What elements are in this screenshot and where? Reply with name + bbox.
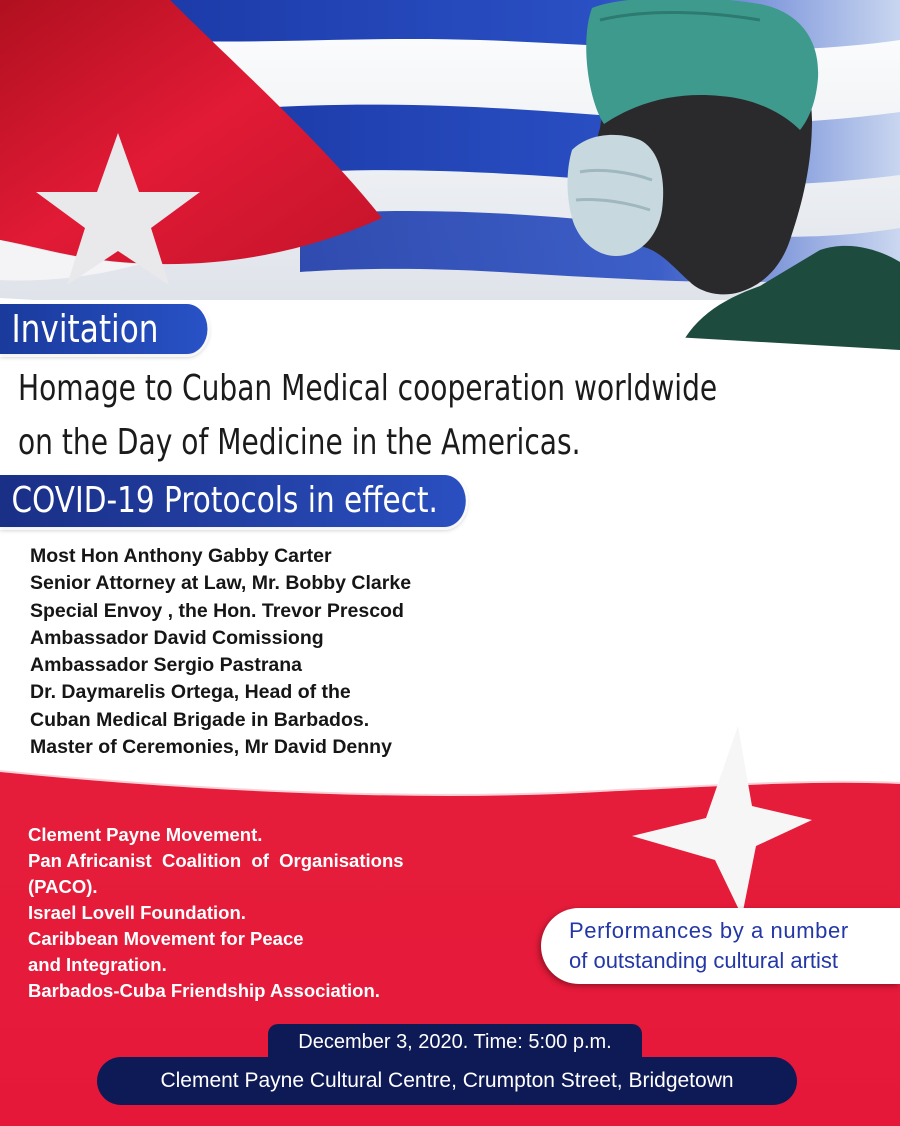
guest-list <box>30 543 411 761</box>
organization-item: Israel Lovell Foundation. <box>28 902 246 923</box>
invitation-text: Invitation <box>11 307 159 351</box>
guest-item: Senior Attorney at Law, Mr. Bobby Clarke <box>30 572 412 595</box>
covid-notice-text: COVID-19 Protocols in effect. <box>11 480 438 521</box>
guest-item: Master of Ceremonies, Mr David Denny <box>30 736 392 759</box>
guest-item: Ambassador David Comissiong <box>30 626 324 649</box>
organization-item: (PACO). <box>28 876 98 897</box>
guest-item: Special Envoy , the Hon. Trevor Prescod <box>30 599 404 622</box>
headline-line-1: Homage to Cuban Medical cooperation worldwide <box>18 368 718 409</box>
invitation-label <box>0 304 208 354</box>
event-venue: Clement Payne Cultural Centre, Crumpton Street, Bridgetown <box>97 1057 797 1105</box>
organization-item: Barbados-Cuba Friendship Association. <box>28 980 380 1001</box>
organization-item: Caribbean Movement for Peace <box>28 928 304 949</box>
performances-line-2: of outstanding cultural artist <box>569 948 839 973</box>
headline-line-2: on the Day of Medicine in the Americas. <box>18 422 581 463</box>
guest-item: Dr. Daymarelis Ortega, Head of the <box>30 681 351 704</box>
guest-item: Most Hon Anthony Gabby Carter <box>30 545 332 567</box>
covid-notice <box>0 475 466 527</box>
organizations-list <box>28 822 404 1004</box>
event-date-time: December 3, 2020. Time: 5:00 p.m. <box>268 1024 642 1060</box>
guest-item: Ambassador Sergio Pastrana <box>30 654 303 677</box>
organization-item: and Integration. <box>28 954 167 975</box>
performances-callout <box>541 908 900 984</box>
organization-item: Clement Payne Movement. <box>28 824 263 845</box>
guest-item: Cuban Medical Brigade in Barbados. <box>30 708 370 731</box>
performances-line-1: Performances by a number <box>569 918 849 943</box>
organization-item: Pan Africanist Coalition of Organisations <box>28 850 404 871</box>
